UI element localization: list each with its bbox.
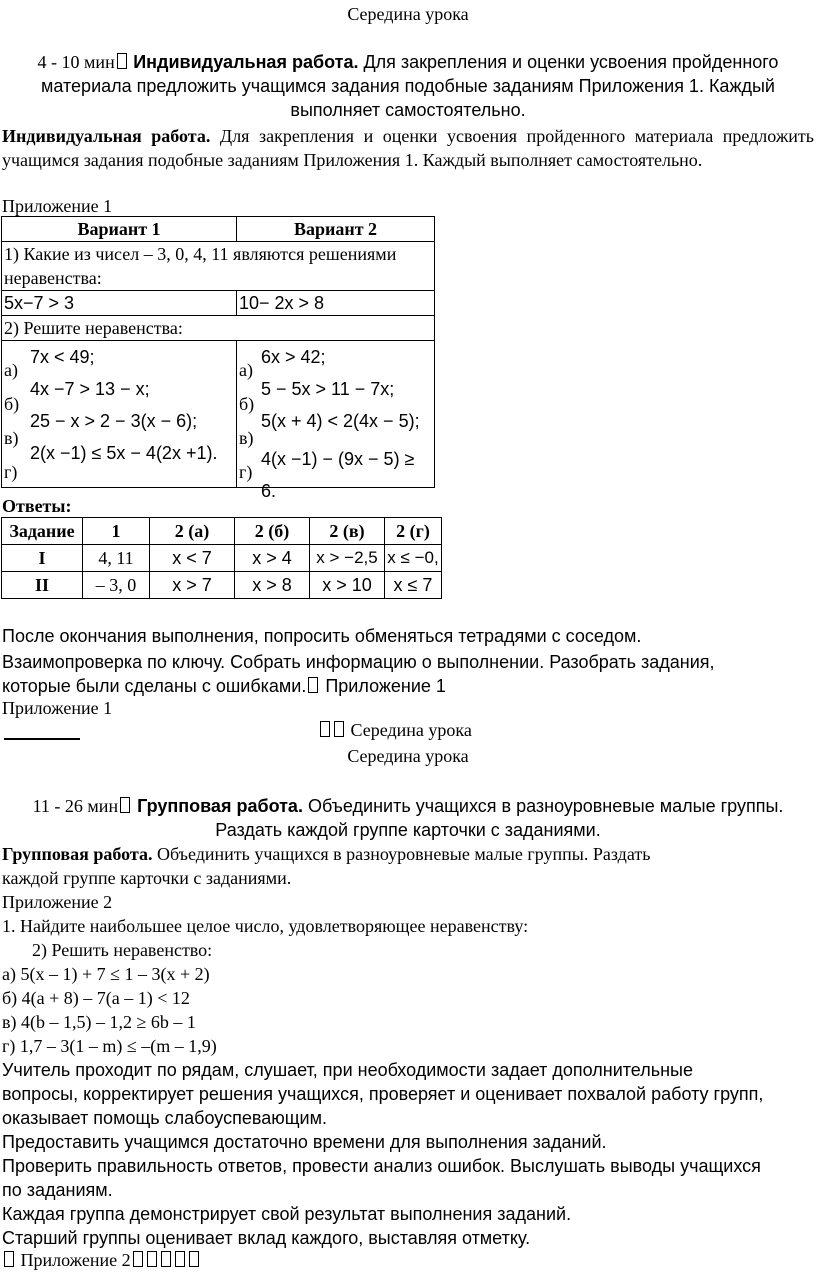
placeholder-box-icon (189, 1251, 199, 1267)
section2-para-line2: каждой группе карточки с заданиями. (2, 868, 292, 888)
section1-heading-bold: Индивидуальная работа. (133, 52, 359, 72)
answers-row (2, 572, 442, 599)
section2-heading-text: Объединить учащихся в разноуровневые малые группы. (302, 796, 784, 816)
letter-a: а) (4, 360, 18, 380)
placeholder-box-icon (334, 721, 344, 737)
v2-inequality-a: 6x > 42; (261, 347, 326, 367)
variant2-tasks (237, 341, 435, 501)
variant2-inequalities (261, 341, 434, 507)
check-line1: Проверить правильность ответов, провести анализ ошибок. Выслушать выводы учащихся (2, 1156, 761, 1176)
task1-cell: 1) Какие из чисел – 3, 0, 4, 11 являются решениями неравенства: (2, 242, 435, 291)
answers-label: Ответы: (2, 496, 72, 516)
answers-cell: x > 7 (150, 572, 235, 599)
group-demo-line: Каждая группа демонстрирует свой результат выполнения заданий. (2, 1204, 572, 1224)
placeholder-box-icon (175, 1251, 185, 1267)
placeholder-box-icon (117, 53, 127, 69)
answers-header-2g: 2 (г) (385, 518, 442, 545)
variants-table (1, 216, 435, 501)
section2-time: 11 - 26 мин (32, 796, 119, 816)
letter-g: г) (4, 462, 18, 482)
letter-v: в) (239, 428, 254, 448)
section2-heading-bold: Групповая работа. (132, 796, 303, 816)
appendix2-footer (2, 1248, 201, 1272)
answers-cell: x > −2,5 (310, 545, 385, 572)
section1-para-bold: Индивидуальная работа. (2, 126, 211, 146)
inequality1-v2: 10− 2x > 8 (237, 291, 435, 316)
teacher-line3: оказывает помощь слабоуспевающим. (2, 1108, 327, 1128)
section1-time: 4 - 10 мин (37, 52, 115, 72)
variant2-header: Вариант 2 (237, 217, 435, 242)
answers-header-1: 1 (83, 518, 150, 545)
placeholder-box-icon (161, 1251, 171, 1267)
task2-cell: 2) Решите неравенства: (2, 316, 435, 341)
section1-heading-line3: выполняет самостоятельно. (290, 100, 526, 120)
lesson-middle-title: Середина урока (347, 4, 469, 24)
placeholder-box-icon (147, 1251, 157, 1267)
v1-inequality-b: 4x −7 > 13 − x; (30, 379, 150, 399)
group-task2: 2) Решить неравенство: (32, 940, 213, 960)
section1-heading-line2: материала предложить учащимся задания подобные заданиям Приложения 1. Каждый (41, 76, 775, 96)
group-task2-b: б) 4(a + 8) – 7(a – 1) < 12 (2, 988, 190, 1008)
letter-b: б) (239, 394, 255, 414)
variant1-tasks (2, 341, 237, 488)
answers-cell: x > 8 (235, 572, 310, 599)
answers-header-task: Задание (2, 518, 83, 545)
answers-table (1, 517, 442, 599)
variant1-inequalities (30, 341, 217, 469)
v2-inequality-v: 5(x + 4) < 2(4x − 5); (261, 411, 420, 431)
v1-inequality-g: 2(x −1) ≤ 5x − 4(2x +1). (30, 443, 218, 463)
v1-inequality-v: 25 − x > 2 − 3(x − 6); (30, 411, 198, 431)
appendix1-label: Приложение 1 (2, 196, 113, 216)
answers-cell: x ≤ −0, (385, 545, 442, 572)
time-provide-line: Предоставить учащимся достаточно времени для выполнения заданий. (2, 1132, 607, 1152)
answers-cell: – 3, 0 (83, 572, 150, 599)
teacher-line2: вопросы, корректирует решения учащихся, проверяет и оценивает похвалой работу групп, (2, 1084, 764, 1104)
variant2-letters (239, 353, 254, 489)
answers-row (2, 545, 442, 572)
answers-cell: I (2, 545, 83, 572)
after-line3-text: которые были сделаны с ошибками. (2, 676, 307, 696)
after-line2: Взаимопроверка по ключу. Собрать информацию о выполнении. Разобрать задания, (2, 652, 715, 672)
mid-label-text: Середина урока (346, 720, 472, 740)
section1-para-text: Для закрепления и оценки усвоения пройденного материала предложить учащимся задания подобные заданиям Приложения 1. Каждый выполняет самостоятельно. (2, 126, 814, 170)
section1-heading-text: Для закрепления и оценки усвоения пройденного (358, 52, 779, 72)
letter-b: б) (4, 394, 20, 414)
appendix2-footer-text: Приложение 2 (16, 1250, 131, 1270)
section2-heading-line2: Раздать каждой группе карточки с заданиями. (215, 820, 601, 840)
answers-cell: x > 4 (235, 545, 310, 572)
placeholder-box-icon (320, 721, 330, 737)
section1-paragraph (2, 124, 814, 172)
after-line3-tail: Приложение 1 (320, 676, 446, 696)
appendix2-label: Приложение 2 (2, 892, 113, 912)
group-task1: 1. Найдите наибольшее целое число, удовлетворяющее неравенству: (2, 916, 529, 936)
answers-header-2a: 2 (а) (150, 518, 235, 545)
group-leader-line: Старший группы оценивает вклад каждого, выставляя отметку. (2, 1228, 531, 1248)
letter-g: г) (239, 462, 253, 482)
check-line2: по заданиям. (2, 1180, 113, 1200)
inequality1-v1: 5x−7 > 3 (2, 291, 237, 316)
teacher-line1: Учитель проходит по рядам, слушает, при необходимости задает дополнительные (2, 1060, 693, 1080)
letter-v: в) (4, 428, 19, 448)
section1-heading-line1 (0, 50, 816, 74)
placeholder-box-icon (120, 797, 130, 813)
answers-header-2b: 2 (б) (235, 518, 310, 545)
v1-inequality-a: 7x < 49; (30, 347, 95, 367)
answers-cell: x ≤ 7 (385, 572, 442, 599)
group-task2-a: а) 5(x – 1) + 7 ≤ 1 – 3(x + 2) (2, 964, 210, 984)
answers-cell: 4, 11 (83, 545, 150, 572)
answers-cell: x > 10 (310, 572, 385, 599)
v2-inequality-g: 4(x −1) − (9x − 5) ≥ 6. (261, 449, 415, 501)
variant1-header: Вариант 1 (2, 217, 237, 242)
after-line1: После окончания выполнения, попросить обменяться тетрадями с соседом. (2, 626, 642, 646)
after-line3 (2, 674, 446, 698)
mid-label-2: Середина урока (347, 746, 469, 766)
after-line4: Приложение 1 (2, 698, 113, 718)
group-task2-g: г) 1,7 – 3(1 – m) ≤ –(m – 1,9) (2, 1036, 217, 1056)
section2-heading-line1 (0, 794, 816, 818)
placeholder-box-icon (4, 1251, 14, 1267)
answers-cell: x < 7 (150, 545, 235, 572)
placeholder-box-icon (133, 1251, 143, 1267)
answers-cell: II (2, 572, 83, 599)
section2-para-text: Объединить учащихся в разноуровневые малые группы. Раздать (152, 844, 651, 864)
v2-inequality-b: 5 − 5x > 11 − 7x; (261, 379, 395, 399)
answers-header-2v: 2 (в) (310, 518, 385, 545)
variant1-letters (4, 353, 19, 489)
section2-paragraph (2, 842, 650, 866)
placeholder-box-icon (308, 677, 318, 693)
section2-para-bold: Групповая работа. (2, 844, 153, 864)
mid-label (318, 718, 472, 742)
separator-line (4, 738, 80, 740)
letter-a: а) (239, 360, 253, 380)
group-task2-v: в) 4(b – 1,5) – 1,2 ≥ 6b – 1 (2, 1012, 196, 1032)
